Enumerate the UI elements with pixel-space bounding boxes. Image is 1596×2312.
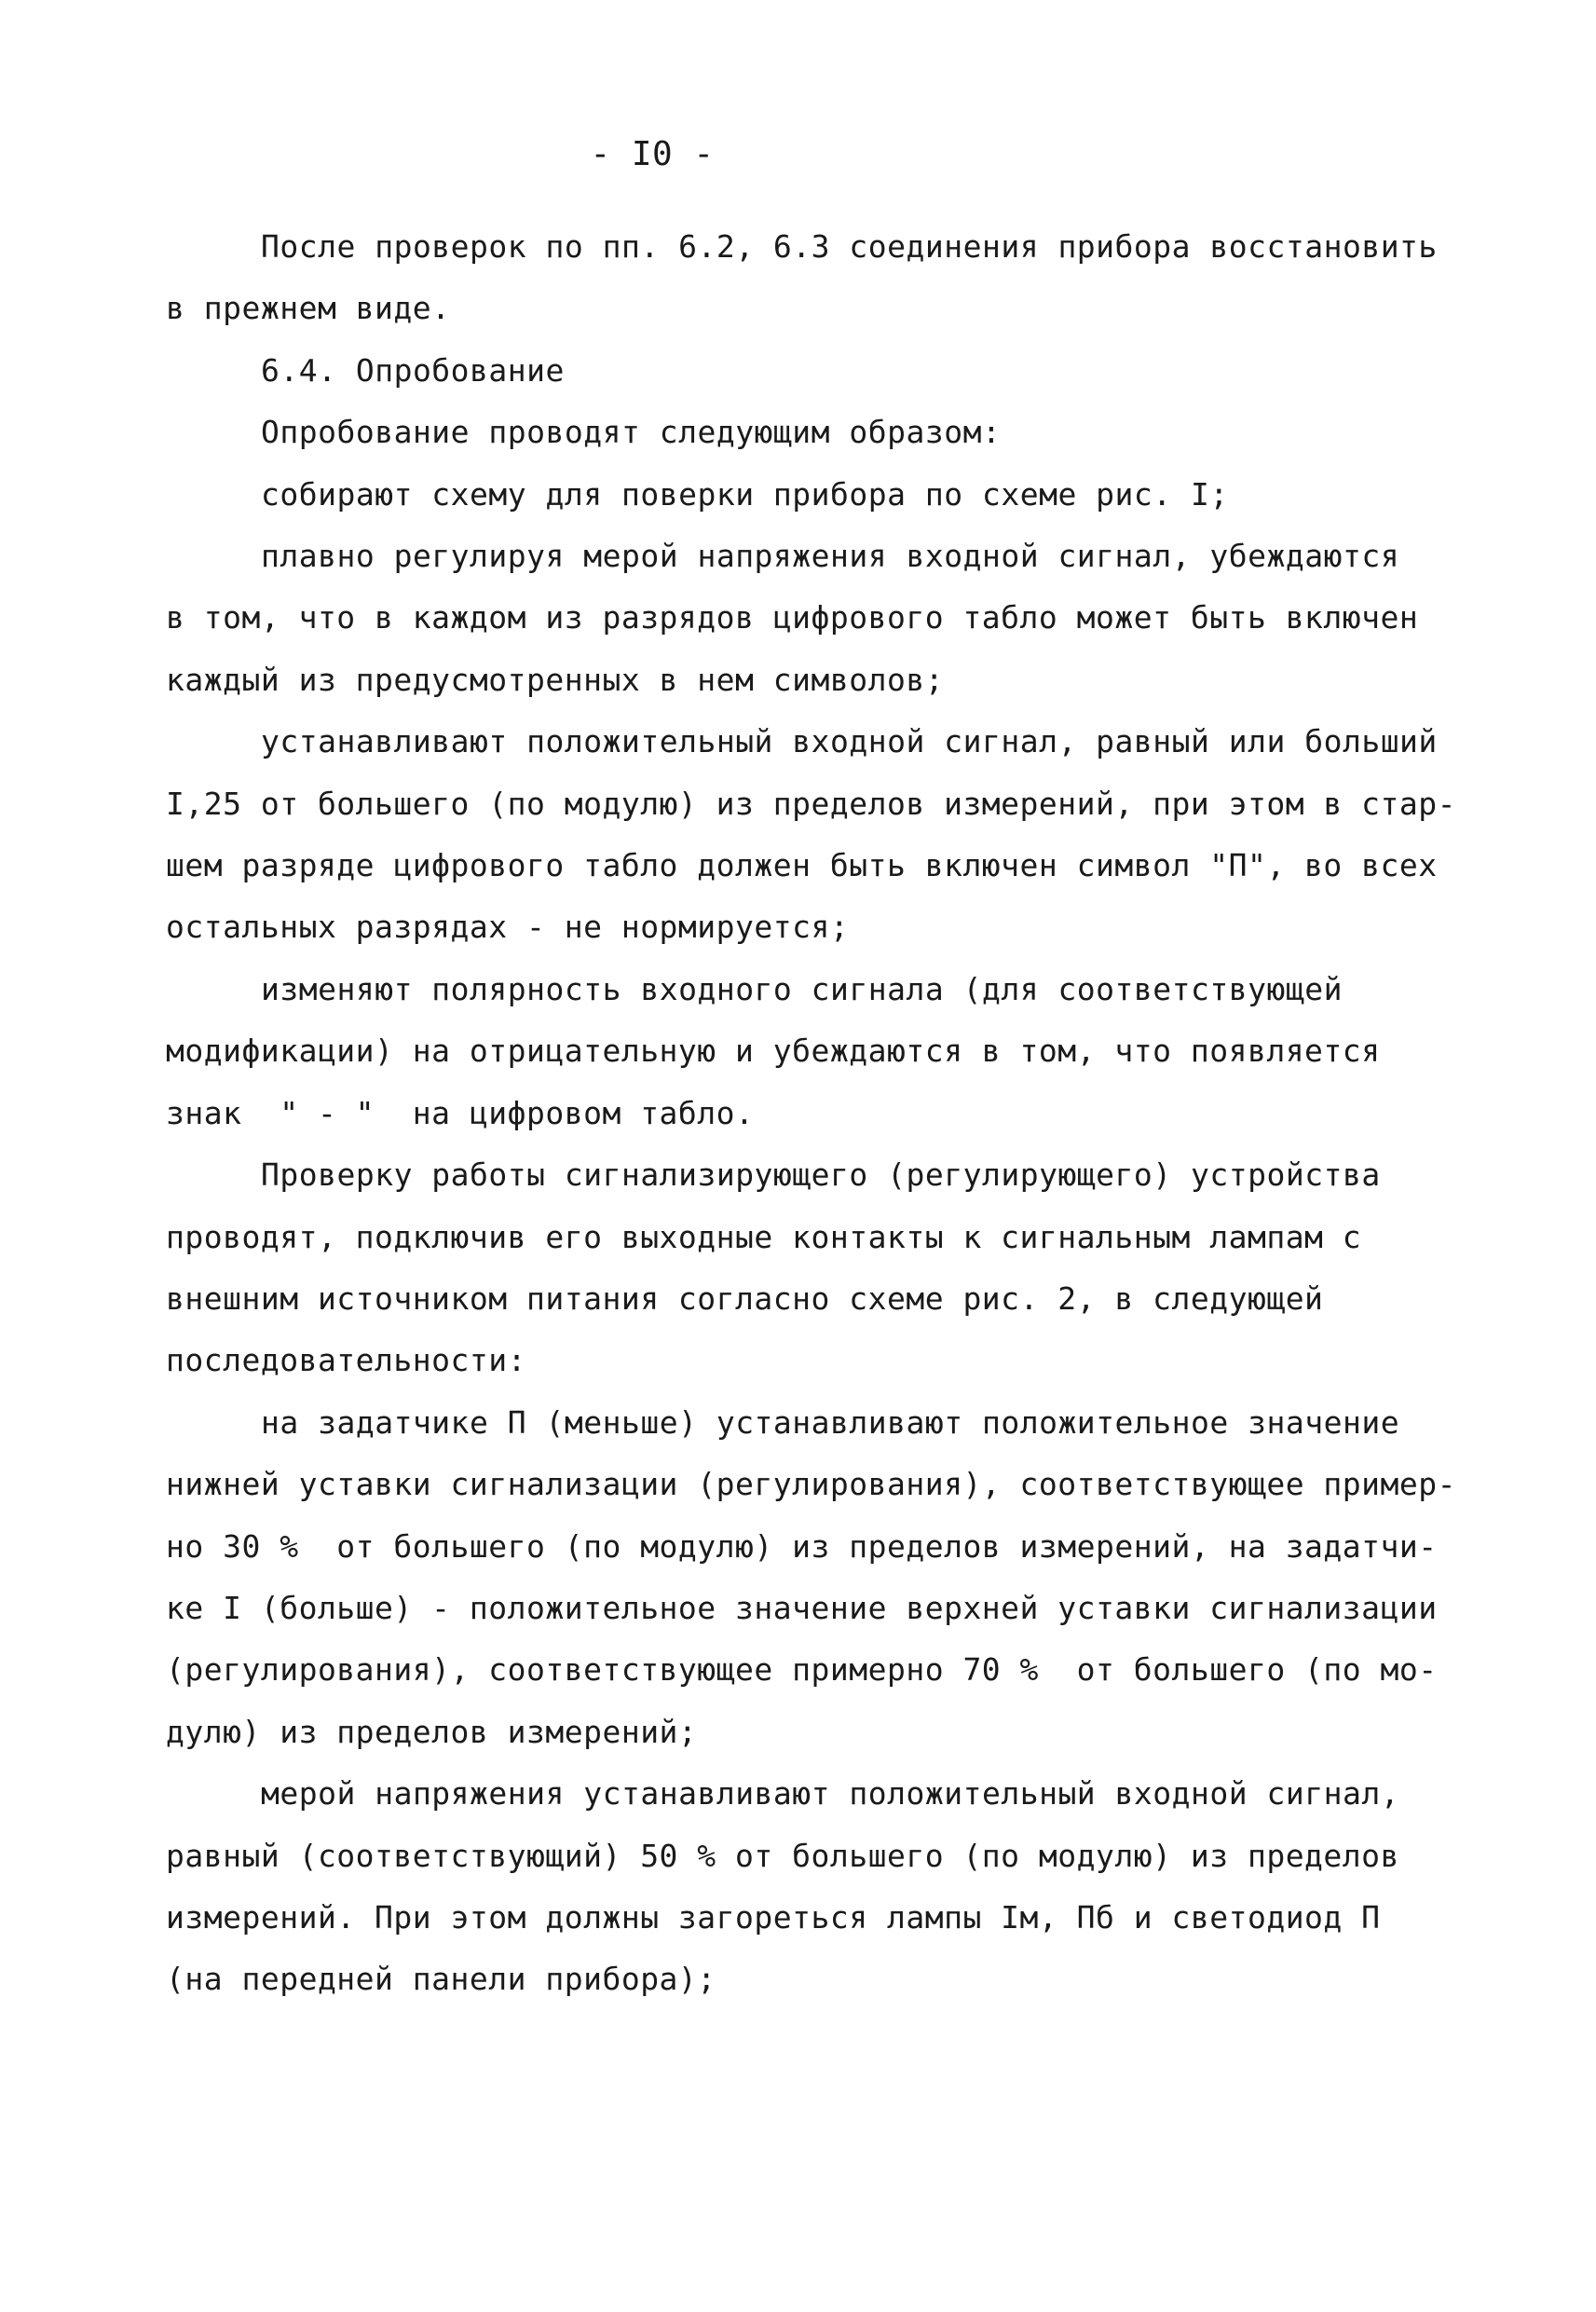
text-line: проводят, подключив его выходные контакты к сигнальным лампам с — [166, 1218, 1362, 1255]
text-line: собирают схему для поверки прибора по схеме рис. I; — [261, 475, 1229, 513]
page-number: - I0 - — [590, 135, 715, 173]
text-line: знак " - " на цифровом табло. — [166, 1094, 755, 1131]
text-line: (на передней панели прибора); — [166, 1961, 716, 1998]
text-line: измерений. При этом должны загореться лампы Iм, Пб и светодиод П — [166, 1898, 1381, 1936]
text-line: ке I (больше) - положительное значение верхней уставки сигнализации — [166, 1589, 1438, 1626]
text-line: внешним источником питания согласно схеме рис. 2, в следующей — [166, 1279, 1324, 1317]
text-line: но 30 % от большего (по модулю) из пределов измерений, на задатчи- — [166, 1527, 1438, 1565]
text-line: каждый из предусмотренных в нем символов; — [166, 661, 945, 698]
text-line: Опробование проводят следующим образом: — [261, 414, 1002, 451]
text-line: После проверок по пп. 6.2, 6.3 соединения прибора восстановить — [261, 228, 1438, 265]
text-line: последовательности: — [166, 1342, 526, 1379]
text-line: модификации) на отрицательную и убеждаются в том, что появляется — [166, 1033, 1381, 1070]
body-text — [166, 216, 1461, 2011]
text-line: в том, что в каждом из разрядов цифрового табло может быть включен — [166, 599, 1419, 636]
text-line: нижней уставки сигнализации (регулирования), соответствующее пример- — [166, 1466, 1457, 1503]
text-line: в прежнем виде. — [166, 290, 451, 327]
text-line: на задатчике П (меньше) устанавливают положительное значение — [261, 1403, 1400, 1441]
text-line: равный (соответствующий) 50 % от большего (по модулю) из пределов — [166, 1837, 1399, 1874]
text-line: дулю) из пределов измерений; — [166, 1713, 698, 1750]
text-line: I,25 от большего (по модулю) из пределов измерений, при этом в стар- — [166, 785, 1457, 822]
text-line: мерой напряжения устанавливают положительный входной сигнал, — [261, 1775, 1400, 1813]
text-line: плавно регулируя мерой напряжения входной сигнал, убеждаются — [261, 538, 1400, 575]
text-line: (регулирования), соответствующее примерно 70 % от большего (по мо- — [166, 1651, 1438, 1689]
section-heading: 6.4. Опробование — [261, 351, 565, 389]
text-line: изменяют полярность входного сигнала (для соответствующей — [261, 970, 1343, 1007]
text-line: остальных разрядах - не нормируется; — [166, 909, 850, 946]
text-line: шем разряде цифрового табло должен быть включен символ "П", во всех — [166, 847, 1438, 884]
text-line: устанавливают положительный входной сигнал, равный или больший — [261, 723, 1438, 760]
text-line: Проверку работы сигнализирующего (регулирующего) устройства — [261, 1156, 1381, 1194]
